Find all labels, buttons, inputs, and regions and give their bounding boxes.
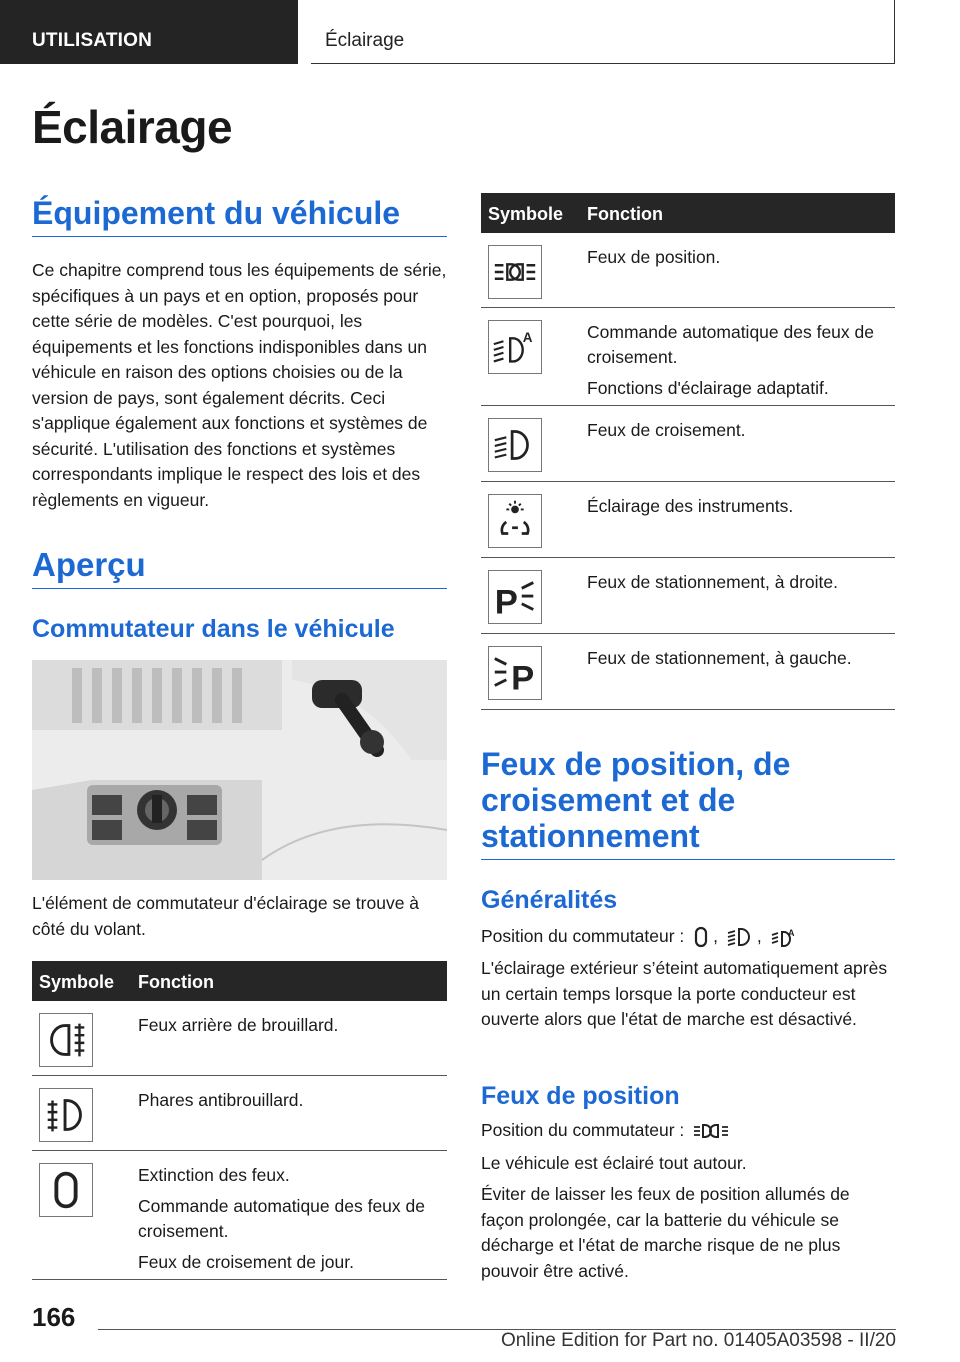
header-section: UTILISATION (32, 30, 153, 51)
col-symbol: Symbole (488, 204, 564, 224)
heading-rule (481, 859, 895, 860)
parking-light-left-icon (488, 646, 542, 700)
table-row (32, 1076, 447, 1151)
rear-fog-light-icon (39, 1013, 93, 1067)
row-text: Feux de stationnement, à gauche. (587, 648, 852, 668)
low-beam-icon (726, 926, 754, 948)
switch-prefix: Position du commutateur : (481, 926, 685, 946)
auto-headlight-icon (488, 320, 542, 374)
row-text: Éclairage des instruments. (587, 496, 794, 516)
row-text: Commande automatique des feux de croisement. (138, 1196, 425, 1241)
svg-text:P: P (494, 583, 518, 622)
lights-off-icon (692, 926, 710, 948)
heading-commutateur: Commutateur dans le véhicule (32, 615, 395, 643)
heading-rule (32, 236, 447, 237)
table-row (481, 406, 895, 482)
switch-prefix: Position du commutateur : (481, 1120, 685, 1140)
header-section-tab (0, 0, 298, 64)
instrument-lighting-icon (488, 494, 542, 548)
low-beam-icon (488, 418, 542, 472)
row-text: Feux de croisement. (587, 420, 746, 440)
parking-light-right-icon (488, 570, 542, 624)
table-header (32, 961, 447, 1001)
header-topic: Éclairage (325, 30, 405, 51)
table-row (481, 233, 895, 308)
heading-generalites: Généralités (481, 886, 618, 914)
row-text: Feux de position. (587, 247, 721, 267)
table-header (481, 193, 895, 233)
row-text: Commande automatique des feux de croisement. (587, 322, 874, 367)
generalites-switch-line (481, 924, 895, 950)
position-lights-icon (692, 1120, 734, 1142)
heading-equipement: Équipement du véhicule (32, 195, 401, 231)
svg-text:A: A (522, 330, 533, 346)
heading-feux-position: Feux de position (481, 1082, 680, 1110)
front-fog-light-icon (39, 1088, 93, 1142)
position-paragraph-2: Éviter de laisser les feux de position allumés de façon prolongée, car la batterie du véhicule se décharge et l'état de marche risque de ne plus pouvoir être activé. (481, 1184, 850, 1281)
table-row (32, 1001, 447, 1076)
row-text: Fonctions d'éclairage adaptatif. (587, 378, 829, 398)
footer-edition: Online Edition for Part no. 01405A03598 - II/20 (500, 1330, 896, 1351)
position-switch-line (481, 1118, 895, 1144)
col-function: Fonction (587, 204, 663, 224)
photo-caption: L'élément de commutateur d'éclairage se trouve à côté du volant. (32, 893, 420, 939)
row-text: Feux de stationnement, à droite. (587, 572, 838, 592)
col-symbol: Symbole (39, 972, 115, 992)
table-row (481, 634, 895, 710)
page-title: Éclairage (32, 101, 233, 153)
heading-feux: Feux de position, de croisement et de stationnement (481, 746, 791, 854)
symbol-table-right (481, 193, 895, 710)
svg-text:P: P (511, 659, 535, 698)
heading-rule (32, 588, 447, 589)
row-text: Extinction des feux. (138, 1165, 290, 1185)
separator: , (756, 926, 762, 946)
row-text: Feux arrière de brouillard. (138, 1015, 339, 1035)
col-function: Fonction (138, 972, 214, 992)
position-lights-icon (488, 245, 542, 299)
row-text: Phares antibrouillard. (138, 1090, 304, 1110)
equipement-paragraph: Ce chapitre comprend tous les équipements de série, spécifiques à un pays et en option, proposés pour cette série de modèles. C'est pourquoi, les équipements et les fonctions indisponibles dans un véhicule en raison des options choisies ou de la version de pays, sont également décrits. Ceci s'applique également aux fonctions et systèmes de sécurité. L'utilisation des fonctions et systèmes correspondants implique le respect des lois et des règlements en vigueur. (32, 260, 447, 510)
light-switch-photo (32, 660, 447, 880)
heading-apercu: Aperçu (32, 546, 146, 583)
symbol-table-left (32, 961, 447, 1280)
table-row (481, 558, 895, 634)
table-row (481, 308, 895, 406)
auto-headlight-icon (770, 926, 798, 948)
table-row (481, 482, 895, 558)
header-topic-box (311, 0, 895, 64)
svg-text:A: A (787, 928, 795, 939)
separator: , (713, 926, 719, 946)
lights-off-icon (39, 1163, 93, 1217)
generalites-paragraph: L'éclairage extérieur s’éteint automatiquement après un certain temps lorsque la porte conducteur est ouverte alors que l'état de marche est désactivé. (481, 958, 888, 1029)
row-text: Feux de croisement de jour. (138, 1252, 354, 1272)
page-number: 166 (32, 1302, 76, 1332)
position-paragraph-1: Le véhicule est éclairé tout autour. (481, 1153, 747, 1173)
table-row (32, 1151, 447, 1280)
